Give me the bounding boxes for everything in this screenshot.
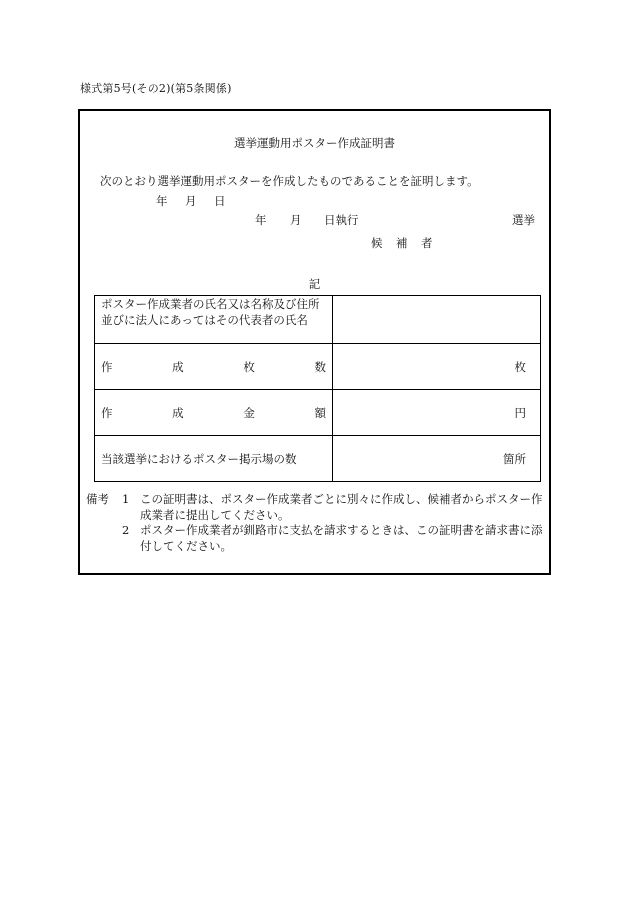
certificate-frame xyxy=(78,109,551,575)
poster-board-count-unit: 箇所 xyxy=(503,451,526,466)
sheet-count-unit: 枚 xyxy=(514,359,526,374)
issue-date-day: 日 xyxy=(214,194,226,208)
vendor-value[interactable] xyxy=(333,296,541,344)
candidate-label-char-1: 候 xyxy=(371,236,383,250)
certificate-table xyxy=(94,295,541,482)
table-row xyxy=(95,344,541,390)
form-number-label: 様式第5号(その2)(第5条関係) xyxy=(80,82,232,95)
production-amount-unit: 円 xyxy=(514,405,526,420)
remarks-heading: 備考 xyxy=(86,492,109,506)
remark-text: ポスター作成業者が釧路市に支払を請求するときは、この証明書を請求書に添付してください。 xyxy=(140,523,543,553)
issue-date-year: 年 xyxy=(156,194,168,208)
remark-item xyxy=(86,523,546,554)
ki-heading: 記 xyxy=(308,277,321,291)
candidate-label-char-3: 者 xyxy=(421,236,433,250)
election-name-suffix: 選挙 xyxy=(512,213,535,227)
production-amount-label: 作 成 金 額 xyxy=(101,405,326,420)
certification-statement: 次のとおり選挙運動用ポスターを作成したものであることを証明します。 xyxy=(100,174,479,188)
election-date-month: 月 xyxy=(290,213,302,227)
remark-text: この証明書は、ポスター作成業者ごとに別々に作成し、候補者からポスター作成業者に提出してください。 xyxy=(140,492,543,522)
candidate-label-char-2: 補 xyxy=(396,236,408,250)
remark-number: 1 xyxy=(122,492,130,506)
remark-item xyxy=(86,492,546,523)
vendor-label: ポスター作成業者の氏名又は名称及び住所並びに法人にあってはその代表者の氏名 xyxy=(95,296,333,344)
document-title: 選挙運動用ポスター作成証明書 xyxy=(234,136,395,150)
election-date-year: 年 xyxy=(255,213,267,227)
election-date-held: 日執行 xyxy=(324,213,359,227)
table-row xyxy=(95,390,541,436)
table-row xyxy=(95,296,541,344)
remark-number: 2 xyxy=(122,523,130,537)
remarks-section xyxy=(86,492,546,554)
sheet-count-value[interactable] xyxy=(333,344,541,390)
sheet-count-label: 作 成 枚 数 xyxy=(101,359,326,374)
table-row xyxy=(95,436,541,482)
issue-date-month: 月 xyxy=(185,194,197,208)
production-amount-value[interactable] xyxy=(333,390,541,436)
poster-board-count-label: 当該選挙におけるポスター掲示場の数 xyxy=(95,436,333,482)
poster-board-count-value[interactable] xyxy=(333,436,541,482)
